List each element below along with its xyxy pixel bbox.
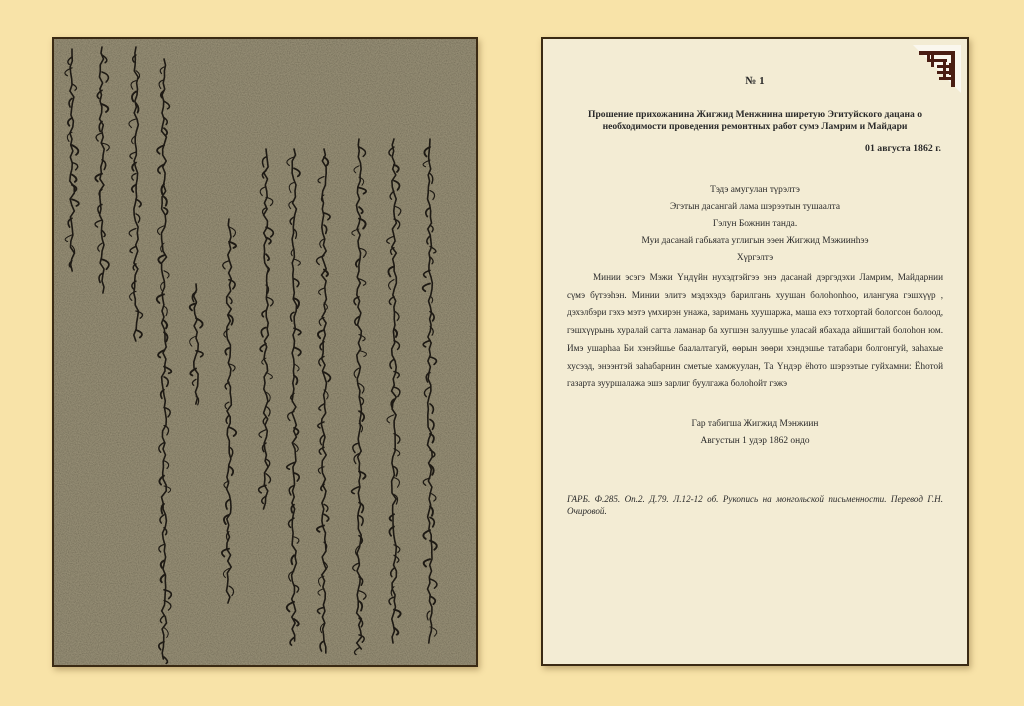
archive-source-note: ГАРБ. Ф.285. Оп.2. Д.79. Л.12-12 об. Рукопись на монгольской письменности. Перевод Г.Н. Очировой. [567,494,943,516]
mongolian-manuscript-icon [54,39,476,665]
document-number: № 1 [745,75,765,87]
salutation-line: Гэлун Божнин танда. [712,219,798,229]
title-line-1: Прошение прихожанина Жигжид Менжнина ширетую Эгитуйского дацана о [587,109,923,120]
signature: Гар табигша Жигжид Мэнжиин [691,419,819,429]
manuscript-image-panel [52,37,478,667]
salutation-line: Муи дасанай габьяата углигын ээен Жигжид Мэжиинhээ [641,236,869,246]
document-title [567,109,943,133]
document-date: 01 августа 1862 г. [865,143,941,154]
salutation-line: Тэдэ амугулан тγрэлтэ [710,185,800,195]
salutation-line: Эгэтын дасангай лама шэрээтын тушаалта [669,202,841,212]
salutation-line: Хγргэлтэ [736,253,774,263]
title-line-2: необходимости проведения ремонтных работ сумэ Ламрим и Майдари [602,121,908,132]
signature-date: Августын 1 удэр 1862 ондо [700,436,810,446]
letter-body: Минии эсэгэ Мэжи Үндүйн нухэдтэйгээ энэ дасанай дэргэдэхи Ламрим, Майдарнии сγмэ бγтээhэн. Минии элитэ мэдэхэдэ барилгань хуушан болоhonhoo, илангуяа гэшхγγр , дэхэлбэри гэхэ мэтэ γмхирэн унажа, заримань хуушаржа, маша ехэ тотхортай бологсон болоод, гэшхγγрынь хуралай сагта ламанар ба хугшэн залуушье уласай ябахада айшигтай болоhон юм. Имэ ушарhаа Би хэнэйшье баалалтагуй, өөрын зөөри хэндэшье татабари болгонгуй, заhахые хусээд, энээнтэй заhабарнин сметые хамжуулан, Та Үндэр ёhото шэрээтые гуйхамни: Ёhотой газарта зууршалажа эшэ зарлиг буулгажа болоhойт гэжэ [567,272,943,389]
translation-document-panel [541,37,969,666]
